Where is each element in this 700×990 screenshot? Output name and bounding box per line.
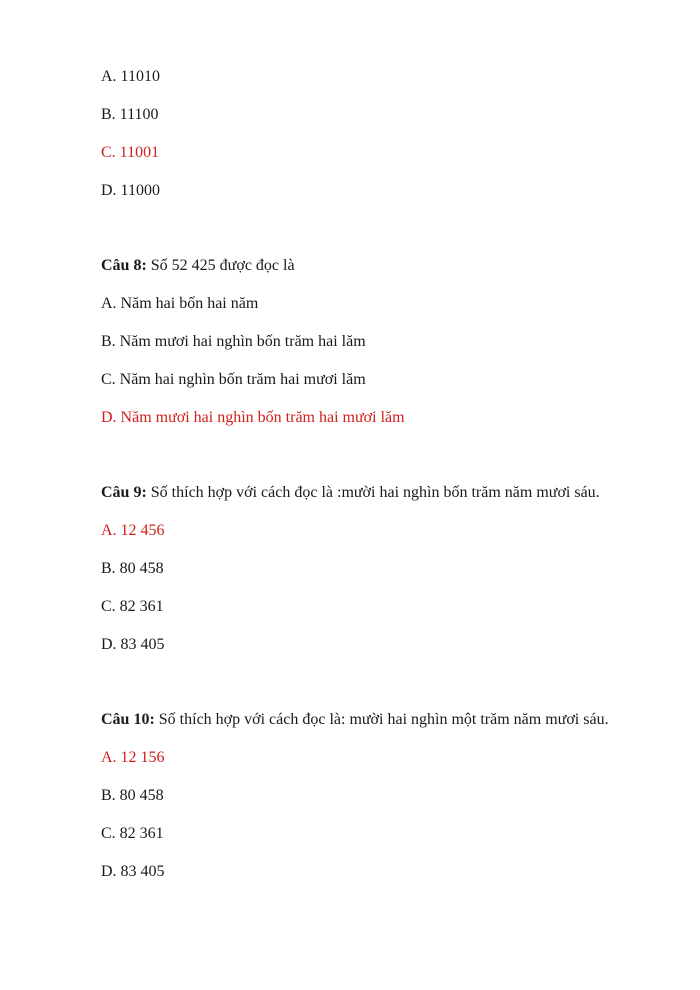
q10-option-c: C. 82 361 (101, 825, 164, 842)
q9-option-d: D. 83 405 (101, 636, 165, 653)
q9-option-c: C. 82 361 (101, 598, 164, 615)
q10-option-b: B. 80 458 (101, 787, 164, 804)
q9-text: Số thích hợp với cách đọc là :mười hai nghìn bốn trăm năm mươi sáu. (146, 484, 600, 501)
q8-option-d-correct: D. Năm mươi hai nghìn bốn trăm hai mươi lăm (101, 409, 405, 426)
q8-label: Câu 8: (101, 257, 147, 274)
q10-label: Câu 10: (101, 711, 155, 728)
q10-text: Số thích hợp với cách đọc là: mười hai nghìn một trăm năm mươi sáu. (154, 711, 609, 728)
q9-option-a-correct: A. 12 456 (101, 522, 165, 539)
q10-question (101, 710, 609, 730)
q7-option-c-correct: C. 11001 (101, 144, 160, 161)
q7-option-a: A. 11010 (101, 68, 160, 85)
q8-option-b: B. Năm mươi hai nghìn bốn trăm hai lăm (101, 333, 366, 350)
q8-option-c: C. Năm hai nghìn bốn trăm hai mươi lăm (101, 371, 366, 388)
q9-label: Câu 9: (101, 484, 147, 501)
q10-option-a-correct: A. 12 156 (101, 749, 165, 766)
q8-option-a: A. Năm hai bốn hai năm (101, 295, 259, 312)
q8-question (101, 256, 295, 276)
q9-option-b: B. 80 458 (101, 560, 164, 577)
q7-option-d: D. 11000 (101, 182, 160, 199)
q10-option-d: D. 83 405 (101, 863, 165, 880)
q8-text: Số 52 425 được đọc là (146, 257, 295, 274)
q7-option-b: B. 11100 (101, 106, 159, 123)
q9-question (101, 483, 600, 503)
